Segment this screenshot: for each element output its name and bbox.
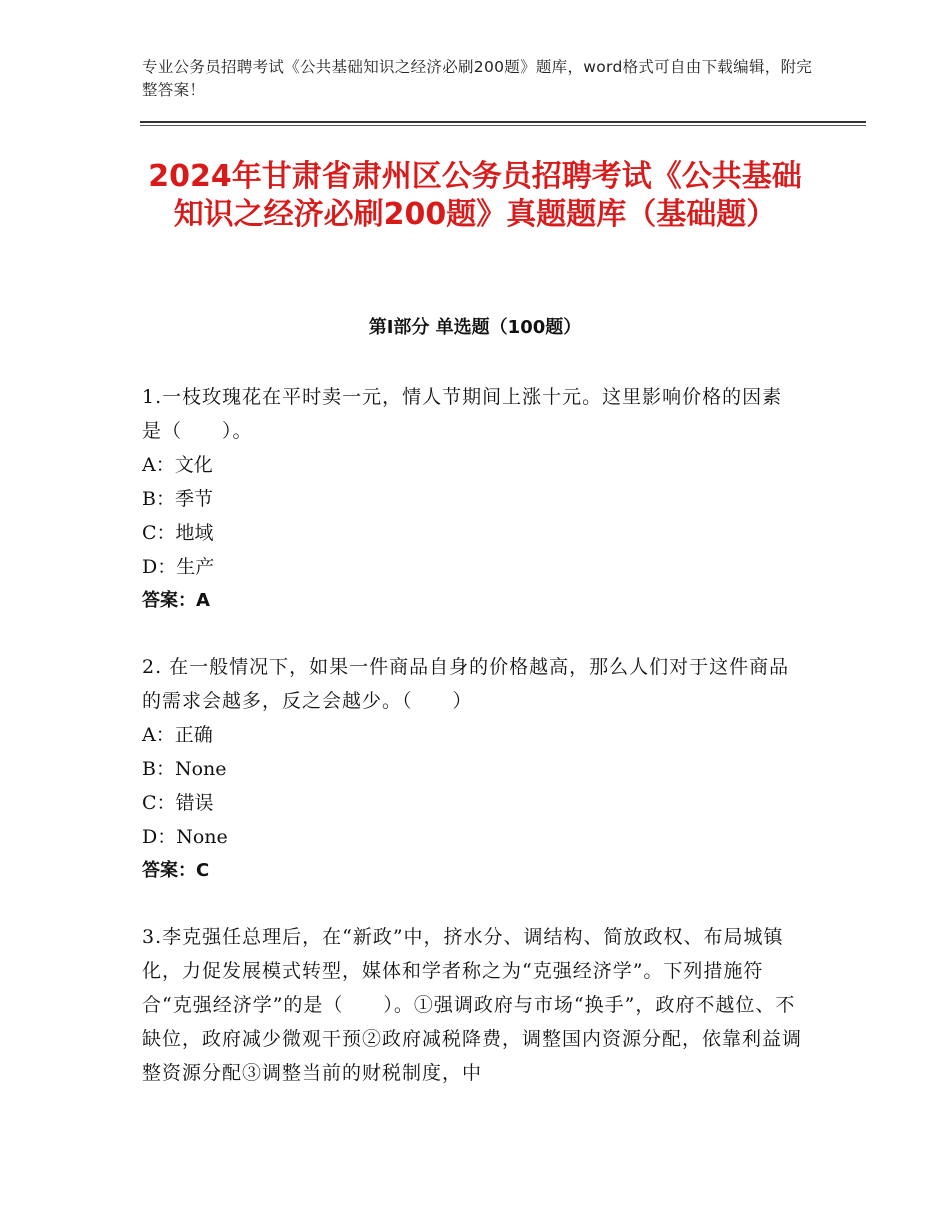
option-c: C：地域 [142, 522, 214, 544]
question-list [142, 380, 802, 1122]
question-3 [142, 920, 802, 1090]
section-title: 第Ⅰ部分 单选题（100题） [368, 317, 582, 338]
option-d: D：None [142, 826, 228, 848]
option-c: C：错误 [142, 792, 214, 814]
option-b: B：None [142, 758, 227, 780]
answer: 答案：A [142, 590, 210, 611]
question-1 [142, 380, 802, 618]
header-divider-thin [140, 125, 866, 126]
option-b: B：季节 [142, 488, 213, 510]
header-divider-thick [140, 121, 866, 123]
option-d: D：生产 [142, 556, 215, 578]
question-stem: 1.一枝玫瑰花在平时卖一元，情人节期间上涨十元。这里影响价格的因素是（ ）。 [142, 386, 783, 442]
option-a: A：正确 [142, 724, 213, 746]
question-stem: 3.李克强任总理后，在“新政”中，挤水分、调结构、简放政权、布局城镇化，力促发展模式转型，媒体和学者称之为“克强经济学”。下列措施符合“克强经济学”的是（ ）。①强调政府与市场“换手”，政府不越位、不缺位，政府减少微观干预②政府减税降费，调整国内资源分配，依靠利益调整资源分配③调整当前的财税制度，中 [142, 926, 803, 1084]
header-note: 专业公务员招聘考试《公共基础知识之经济必刷200题》题库，word格式可自由下载编辑，附完整答案！ [142, 58, 813, 99]
question-2 [142, 650, 802, 888]
option-a: A：文化 [142, 454, 213, 476]
question-stem: 2. 在一般情况下，如果一件商品自身的价格越高，那么人们对于这件商品的需求会越多，反之会越少。（ ） [142, 656, 790, 712]
answer: 答案：C [142, 860, 210, 881]
document-title: 2024年甘肃省肃州区公务员招聘考试《公共基础知识之经济必刷200题》真题题库（基础题） [148, 159, 802, 232]
